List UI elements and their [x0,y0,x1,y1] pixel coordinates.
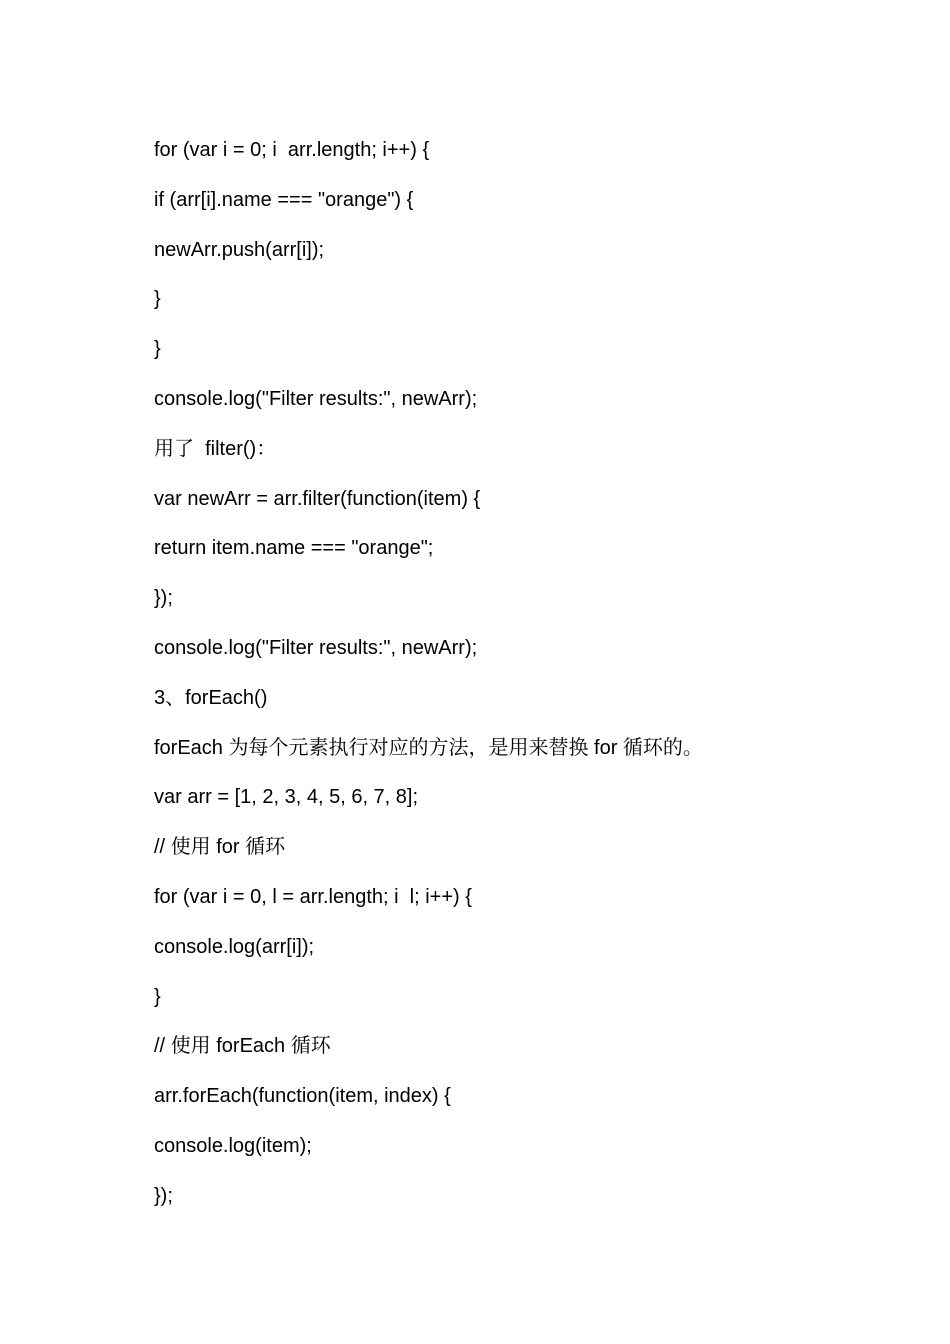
text-line: console.log(item); [154,1134,312,1157]
text-line: console.log(arr[i]); [154,935,315,958]
text-line: var arr = [1, 2, 3, 4, 5, 6, 7, 8]; [154,786,419,809]
text-line: }); [154,1184,173,1207]
text-line: newArr.push(arr[i]); [154,238,325,261]
text-line: console.log("Filter results:", newArr); [154,636,478,659]
text-line: } [154,338,161,361]
text-line: var newArr = arr.filter(function(item) { [154,487,481,510]
section-heading: 3、forEach() [154,686,268,709]
text-line: 用了 filter()： [154,437,277,460]
text-line: if (arr[i].name === "orange") { [154,188,414,211]
text-line: arr.forEach(function(item, index) { [154,1085,451,1108]
text-line: console.log("Filter results:", newArr); [154,387,478,410]
text-line: } [154,288,161,311]
text-line: }); [154,587,173,610]
text-line: } [154,985,161,1008]
code-comment: // 使用 for 循环 [154,836,286,859]
text-line: for (var i = 0; i arr.length; i++) { [154,139,430,161]
text-line: for (var i = 0, l = arr.length; i l; i++) { [154,885,472,908]
text-line: forEach 为每个元素执行对应的方法，是用来替换 for 循环的。 [154,736,703,759]
code-text-body [154,136,854,1232]
code-comment: // 使用 forEach 循环 [154,1035,331,1058]
text-line: return item.name === "orange"; [154,537,434,560]
